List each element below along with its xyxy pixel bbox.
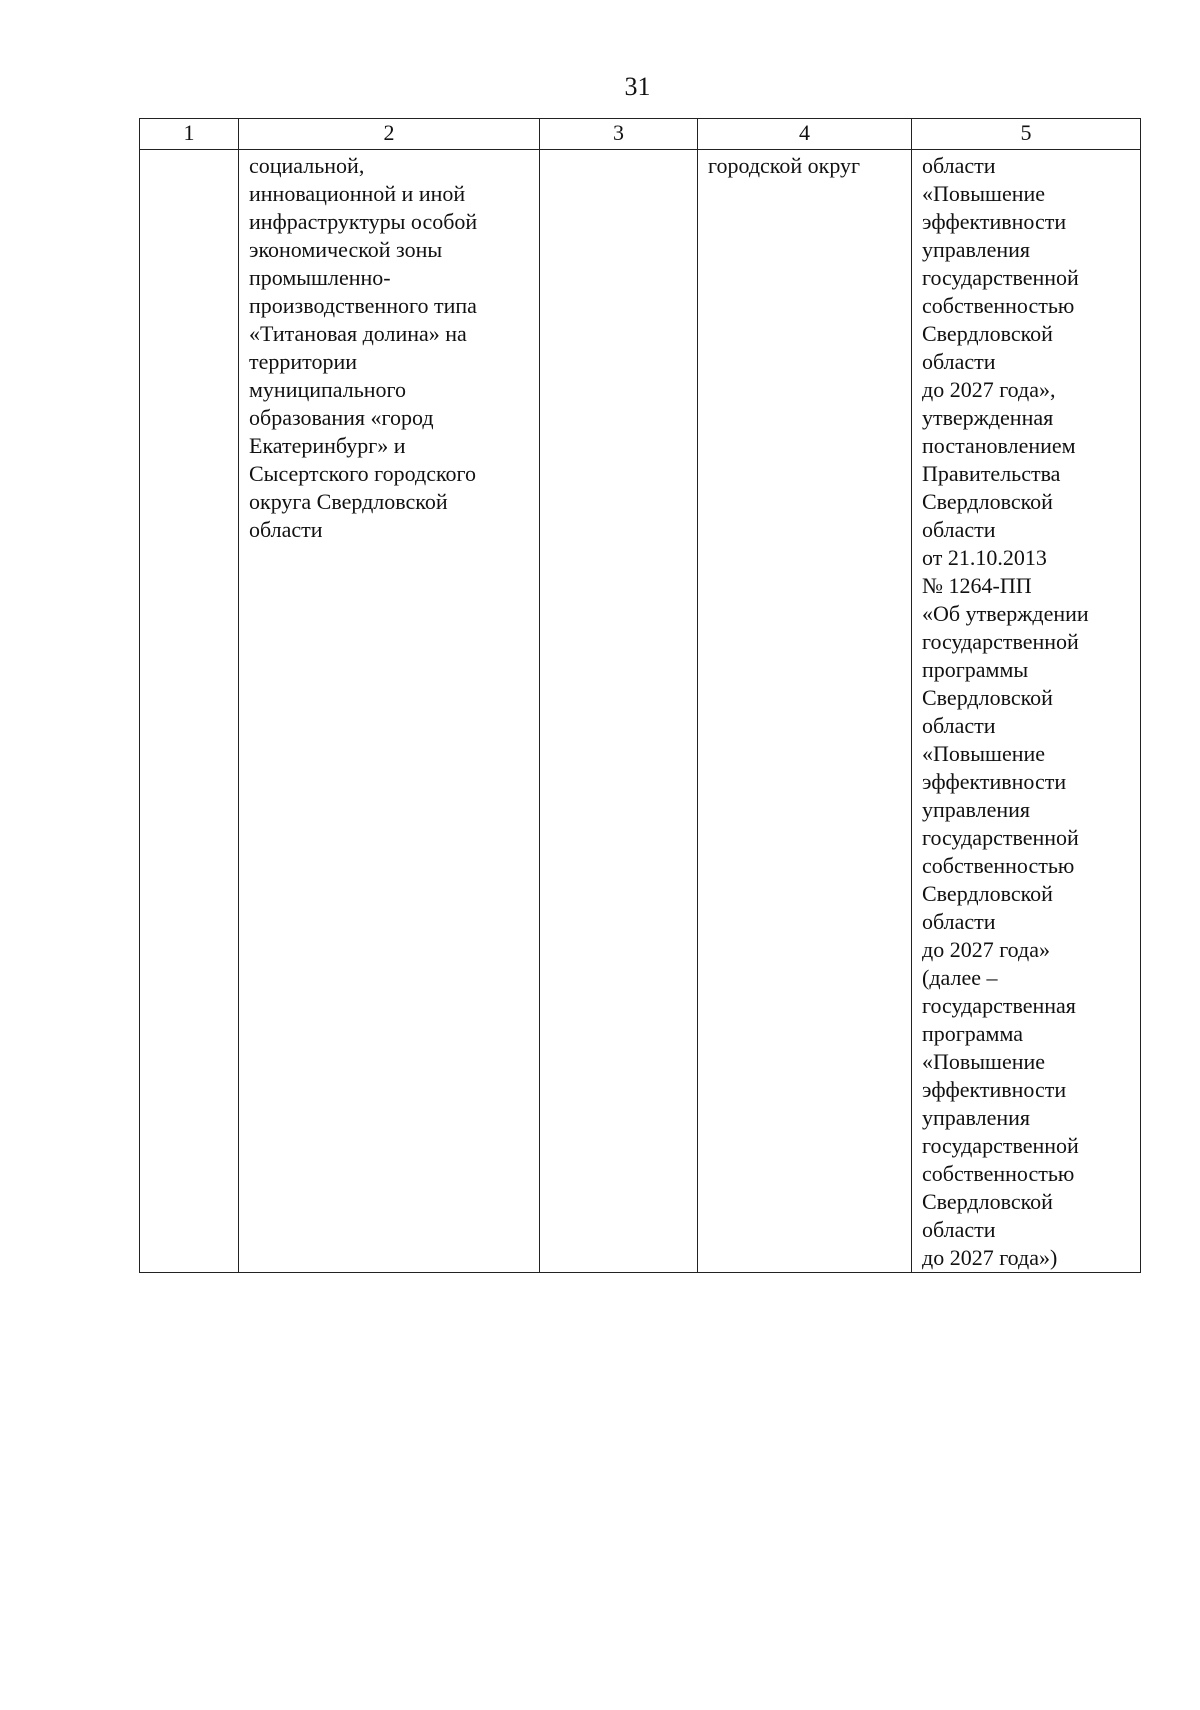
table-row	[140, 150, 1141, 1273]
table-header-row	[140, 119, 1141, 150]
cell-text-col4: городской округ	[708, 153, 861, 178]
table-cell-col2	[239, 150, 540, 1273]
table-cell-col1	[140, 150, 239, 1273]
cell-text-col2: социальной, инновационной и иной инфраструктуры особой экономической зоны промышленно- производственного типа «Титановая долина» на территории муниципального образования «город Екатеринбург» и Сысертского городского округа Свердловской области	[249, 153, 478, 542]
document-table	[139, 118, 1141, 1273]
cell-text-col3	[540, 150, 697, 152]
table-cell-col3	[540, 150, 698, 1273]
column-header-4: 4	[698, 119, 912, 150]
table-cell-col4	[698, 150, 912, 1273]
page-number: 31	[624, 72, 651, 101]
column-header-2: 2	[239, 119, 540, 150]
cell-text-col1	[140, 150, 238, 152]
cell-text-col5: области «Повышение эффективности управления государственной собственностью Свердловской области до 2027 года», утвержденная постановлением Правительства Свердловской области от 21.10.2013 № 1264-ПП «Об утверждении государственной программы Свердловской области «Повышение эффективности управления государственной собственностью Свердловской области до 2027 года» (далее – государственная программа «Повышение эффективности управления государственной собственностью Свердловской области до 2027 года»)	[922, 153, 1089, 1270]
table-cell-col5	[912, 150, 1141, 1273]
column-header-1: 1	[140, 119, 239, 150]
column-header-5: 5	[912, 119, 1141, 150]
column-header-3: 3	[540, 119, 698, 150]
